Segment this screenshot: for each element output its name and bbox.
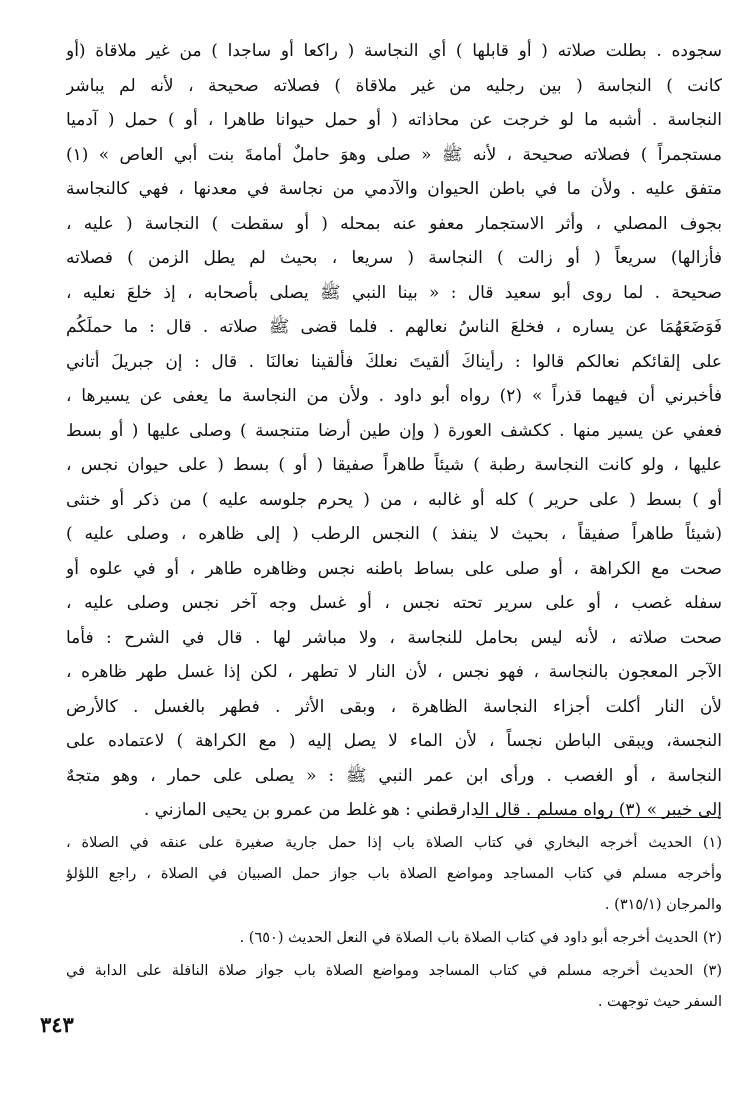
text-line: متفق عليه . ولأن ما في باطن الحيوان والآدمي من نجاسة في معدنها ، فهي كالنجاسة bbox=[66, 179, 722, 199]
text-line: سجوده . بطلت صلاته ( أو قابلها ) أي النجاسة ( راكعا أو ساجدا ) من غير ملاقاة (أو bbox=[66, 41, 722, 61]
text-line: صحت مع الكراهة ، أو صلى على بساط باطنه نجس وظاهره طاهر ، أو في علوه أو bbox=[66, 558, 722, 579]
text-line: صحيحة . لما روى أبو سعيد قال : « بينا النبي ﷺ يصلى بأصحابه ، إذ خلعَ نعليه ، bbox=[66, 282, 722, 303]
text-line: كانت ) النجاسة ( بين رجليه من غير ملاقاة ) فصلاته صحيحة ، لأنه لم يباشر bbox=[66, 75, 722, 96]
footnote-2 bbox=[66, 923, 722, 954]
text-line: سفله غصب ، أو على سرير تحته نجس ، أو غسل وجه آخر نجس وصلى عليه ، bbox=[66, 593, 722, 613]
text-line: عليها ، ولو كانت النجاسة رطبة ) شيئاً طاهراً صفيقا ( أو ) بسط ( على حيوان نجس ، bbox=[66, 455, 722, 475]
text-line: النجسة، ويبقى الباطن نجساً ، لأن الماء لا يصل إليه ( مع الكراهة ) لاعتماده على bbox=[66, 731, 722, 751]
footnote-3 bbox=[66, 956, 722, 1018]
main-body-text bbox=[66, 34, 722, 828]
text-line: فعفي عن يسير منها . ككشف العورة ( وإن طين أرضا متنجسة ) وصلى عليها ( أو بسط bbox=[66, 420, 722, 441]
text-line: فأخبرني أن فيهما قذراً » (٢) رواه أبو داود . ولأن من النجاسة ما يعفى عن يسيرها ، bbox=[66, 386, 722, 406]
text-line: بجوف المصلي ، وأثر الاستجمار معفو عنه بمحله ( أو سقطت ) النجاسة ( عليه ، bbox=[66, 213, 722, 234]
text-line: أو ) بسط ( على حرير ) كله أو غالبه ، من ( يحرم جلوسه عليه ) من ذكر أو خنثى bbox=[66, 489, 722, 510]
text-line: لأن النار أكلت أجزاء النجاسة الظاهرة ، وبقى الأثر . فطهر بالغسل . كالأرض bbox=[66, 696, 722, 717]
text-line: النجاسة . أشبه ما لو خرجت عن محاذاته ( أو حمل حيوانا طاهرا ، أو ) حمل ( آدميا bbox=[66, 110, 722, 130]
page-number: ٣٤٣ bbox=[40, 1012, 74, 1037]
footnote-separator bbox=[476, 817, 721, 818]
footnote-1 bbox=[66, 828, 722, 921]
text-line: إلى خيبر » (٣) رواه مسلم . قال الدارقطني : هو غلط من عمرو بن يحيى المازني . bbox=[143, 800, 722, 820]
footnote-line: (١) الحديث أخرجه البخاري في كتاب الصلاة باب إذا حمل جارية صغيرة على عنقه في الصلاة ، bbox=[66, 835, 722, 851]
footnote-line: (٣) الحديث أخرجه مسلم في كتاب المساجد ومواضع الصلاة باب جواز صلاة النافلة على الدابة في bbox=[66, 963, 722, 979]
footnote-line: (٢) الحديث أخرجه أبو داود في كتاب الصلاة باب الصلاة في النعل الحديث (٦٥٠) . bbox=[239, 930, 722, 946]
footnote-line: وأخرجه مسلم في كتاب المساجد ومواضع الصلاة باب جواز حمل الصبيان في الصلاة ، راجع اللؤلؤ bbox=[66, 866, 722, 882]
text-line: مستجمراً ) فصلاته صحيحة ، لأنه ﷺ « صلى وهوَ حاملٌ أمامةَ بنت أبي العاص » (١) bbox=[66, 144, 722, 165]
text-line: على إلقائكم نعالكم قالوا : رأيناكَ ألقيتَ نعلكَ فألقينا نعالنَا . قال : إن جبريلَ أتاني bbox=[66, 351, 722, 372]
text-line: الآجر المعجون بالنجاسة ، فهو نجس ، لأن النار لا تطهر ، لكن إذا غسل طهر ظاهره ، bbox=[66, 662, 722, 682]
text-line: النجاسة ، أو الغصب . ورأى ابن عمر النبي ﷺ : « يصلى على حمار ، وهو متجهٌ bbox=[66, 765, 722, 786]
footnote-line: والمرجان (٣١٥/١) . bbox=[604, 897, 722, 913]
text-line: صحت صلاته ، لأنه ليس بحامل للنجاسة ، ولا مباشر لها . قال في الشرح : فأما bbox=[66, 627, 722, 648]
footnotes-section bbox=[66, 828, 722, 1018]
text-line: (شيئاً طاهراً صفيقاً ، بحيث لا ينفذ ) النجس الرطب ( إلى ظاهره ، وصلى عليه ) bbox=[66, 524, 722, 544]
text-line: فَوَضَعَهُمَا عن يساره ، فخلعَ الناسُ نعالهم . فلما قضى ﷺ صلاته . قال : ما حملَكُم bbox=[66, 317, 722, 337]
text-line: فأزالها) سريعاً ( أو زالت ) النجاسة ( سريعا ، بحيث لم يطل الزمن ) فصلاته bbox=[66, 248, 722, 268]
footnote-line: السفر حيث توجهت . bbox=[597, 994, 722, 1010]
